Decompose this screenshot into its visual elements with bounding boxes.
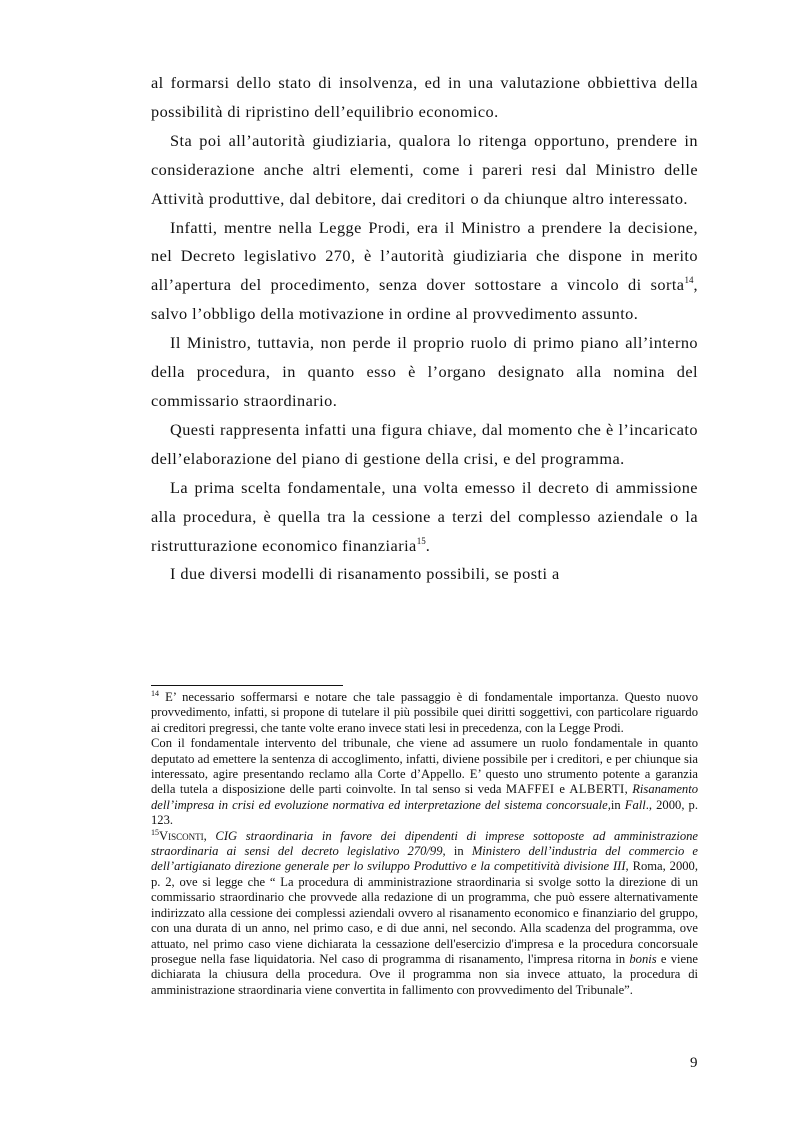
footnotes bbox=[151, 690, 698, 998]
footnote-marker: 14 bbox=[151, 689, 159, 698]
footnote-14-continued: Con il fondamentale intervento del tribunale, che viene ad assumere un ruolo fondamentale in quanto deputato ad emettere la sentenza di accoglimento, infatti, diviene possibile per i creditori, e per chiunque sia interessato, agire presentando reclamo alla Corte d’Appello. E’ questo uno strumento potente a garanzia della tutela a disposizione delle parti coinvolte. In tal senso si veda MAFFEI e ALBERTI, Risanamento dell’impresa in crisi ed evoluzione normativa ed interpretazione del sistema concorsuale,in Fall., 2000, p. 123. bbox=[151, 736, 698, 828]
citation-title: Risanamento dell’impresa in crisi ed evoluzione normativa ed interpretazione del sistema concorsuale, bbox=[151, 782, 698, 812]
paragraph: Sta poi all’autorità giudiziaria, qualora lo ritenga opportuno, prendere in considerazione anche altri elementi, come i pareri resi dal Ministro delle Attività produttive, dal debitore, dai creditori o da chiunque altro interessato. bbox=[151, 130, 698, 208]
citation-source: Ministero dell’industria del commercio e dell’artigianato direzione generale per lo sviluppo Produttivo e la competitività divisione III, bbox=[151, 844, 699, 874]
paragraph: Questi rappresenta infatti una figura chiave, dal momento che è l’incaricato dell’elaborazione del piano di gestione della crisi, e del programma. bbox=[151, 419, 698, 468]
footnote-marker: 15 bbox=[151, 827, 159, 837]
footnote-15: $^{15}$Visconti, CIG straordinaria in favore dei dipendenti di imprese sottoposte ad amministrazione straordinaria ai sensi del decreto legislativo 270/99, in Ministero dell’industria del commercio e dell’artigianato direzione generale per lo sviluppo Produttivo e la competitività divisione III, Roma, 2000, p. 2, ove si legge che “ La procedura di amministrazione straordinaria si svolge sotto la direzione di un commissario straordinario che provvede alla redazione di un programma, che può essere alternativamente indirizzato alla cessione dei complessi aziendali ovvero al risanamento economico e finanziario del gruppo, con una durata di un anno, nel primo caso, e di due anni, nel secondo. Alla scadenza del programma, ove attuato, nel primo caso viene dichiarata la cessazione dell'esercizio d'impresa e la procedura concorsuale prosegue nella fase liquidatoria. Nel caso di programma di risanamento, l'impresa ritorna in bonis e viene dichiarata la chiusura della procedura. Ove il programma non sia invece attuato, la procedura di amministrazione straordinaria viene convertita in fallimento con provvedimento del Tribunale”. bbox=[151, 827, 699, 997]
citation-title: CIG straordinaria in favore dei dipendenti di imprese sottoposte ad amministrazione straordinaria ai sensi del decreto legislativo 270/99, bbox=[151, 828, 699, 859]
citation-author: Visconti bbox=[159, 828, 204, 843]
citation-journal: Fall bbox=[624, 797, 646, 812]
paragraph: al formarsi dello stato di insolvenza, ed in una valutazione obbiettiva della possibilità di ripristino dell’equilibrio economico. bbox=[151, 73, 698, 121]
body-text bbox=[151, 69, 698, 589]
footnote-ref-15[interactable]: 15 bbox=[416, 535, 426, 546]
page-number: 9 bbox=[690, 1055, 698, 1071]
footnote-14: $^{14}$ E’ necessario soffermarsi e notare che tale passaggio è di fondamentale importanza. Questo nuovo provvedimento, infatti, si propone di tutelare il più possibile quei diritti soggettivi, con particolare riguardo ai creditori pregressi, che tante volte erano invece stati lesi in precedenza, con la Legge Prodi. bbox=[151, 689, 698, 735]
paragraph: Il Ministro, tuttavia, non perde il proprio ruolo di primo piano all’interno della procedura, in quanto esso è l’organo designato alla nomina del commissario straordinario. bbox=[151, 333, 698, 410]
paragraph: La prima scelta fondamentale, una volta emesso il decreto di ammissione alla procedura, è quella tra la cessione a terzi del complesso aziendale o la ristrutturazione economico finanziaria$^{15}$. bbox=[151, 477, 698, 555]
paragraph: Infatti, mentre nella Legge Prodi, era il Ministro a prendere la decisione, nel Decreto legislativo 270, è l’autorità giudiziaria che dispone in merito all’apertura del procedimento, senza dover sottostare a vincolo di sorta$^{14}$, salvo l’obbligo della motivazione in ordine al provvedimento assunto. bbox=[151, 217, 698, 324]
footnote-ref-14[interactable]: 14 bbox=[684, 275, 694, 286]
footnote-divider bbox=[151, 685, 343, 686]
paragraph: I due diversi modelli di risanamento possibili, se posti a bbox=[170, 564, 560, 584]
citation-authors: MAFFEI e ALBERTI bbox=[505, 782, 625, 797]
